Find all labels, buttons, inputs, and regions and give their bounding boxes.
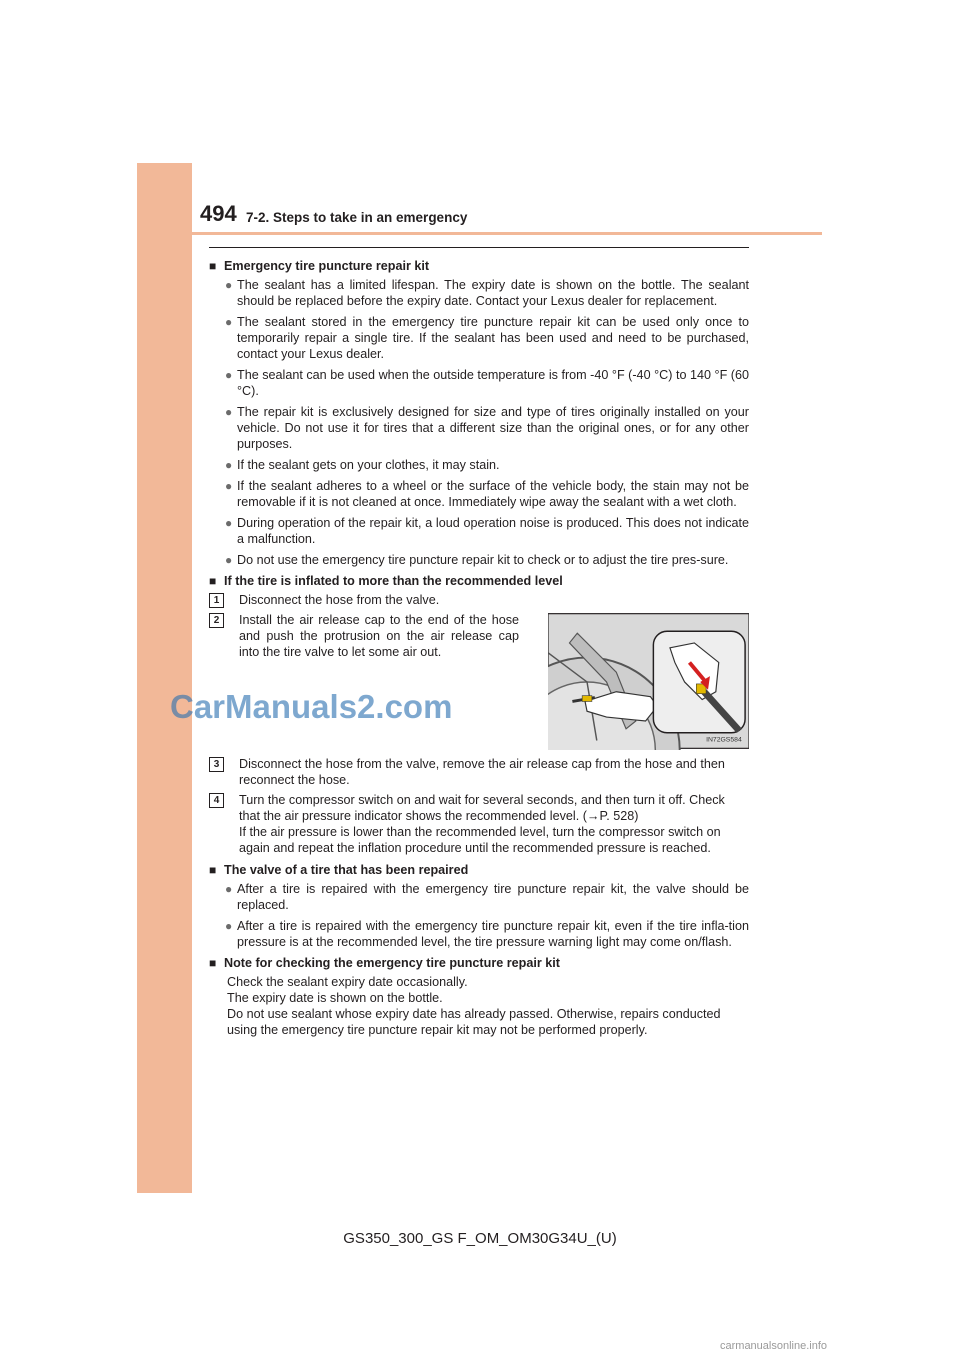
side-color-band (137, 163, 192, 1193)
block-heading-repaired-valve: ■ The valve of a tire that has been repaired (209, 863, 469, 877)
dot-bullet-icon: ● (225, 553, 233, 567)
step-number: 1 (209, 593, 224, 608)
dot-bullet-icon: ● (225, 479, 233, 493)
watermark-logo: CarManuals2.com (170, 688, 453, 725)
page-content (209, 258, 749, 1038)
step-3: 3 Disconnect the hose from the valve, remove the air release cap from the hose and then reconnect the hose. (209, 756, 749, 788)
dot-bullet-icon: ● (225, 405, 233, 419)
footer-site: carmanualsonline.info (720, 1340, 828, 1352)
air-release-figure (548, 612, 749, 750)
step-number: 2 (209, 613, 224, 628)
dot-bullet-icon: ● (225, 516, 233, 530)
step-2: 2 Install the air release cap to the end of the hose and push the protrusion on the air release cap into the tire valve to let some air out. IN72GS584 (209, 612, 749, 750)
step-1: 1 Disconnect the hose from the valve. (209, 592, 749, 608)
dot-bullet-icon: ● (225, 368, 233, 382)
bullet-item: ● During operation of the repair kit, a loud operation noise is produced. This does not indicate a malfunction. (225, 516, 749, 546)
note-line: The expiry date is shown on the bottle. (227, 991, 443, 1005)
block-heading-repair-kit: ■ Emergency tire puncture repair kit (209, 259, 430, 273)
bullet-item: ● After a tire is repaired with the emergency tire puncture repair kit, even if the tire infla-tion pressure is at the recommended level, the tire pressure warning light may come on/flash. (225, 919, 749, 949)
header-rule (192, 232, 822, 235)
note-line: Check the sealant expiry date occasionally. (227, 975, 468, 989)
bullet-item: ● The repair kit is exclusively designed for size and type of tires originally installed on your vehicle. Do not use it for tires that a different size than the original ones, or for any other purposes. (225, 405, 749, 451)
note-line: Do not use sealant whose expiry date has already passed. Otherwise, repairs conducted using the emergency tire puncture repair kit may not be performed properly. (227, 1007, 721, 1037)
footer-doc-code: GS350_300_GS F_OM_OM30G34U_(U) (343, 1230, 617, 1247)
square-bullet-icon: ■ (209, 259, 217, 273)
bullet-item: ● After a tire is repaired with the emergency tire puncture repair kit, the valve should be replaced. (225, 882, 749, 912)
dot-bullet-icon: ● (225, 919, 233, 933)
bullet-item: ● The sealant can be used when the outside temperature is from -40 °F (-40 °C) to 140 °F (60 °C). (225, 368, 749, 398)
bullet-item: ● If the sealant gets on your clothes, it may stain. (225, 458, 500, 472)
square-bullet-icon: ■ (209, 956, 217, 970)
bullet-item: ● The sealant has a limited lifespan. The expiry date is shown on the bottle. The sealant should be replaced before the expiry date. Contact your Lexus dealer for replacement. (225, 278, 749, 308)
dot-bullet-icon: ● (225, 882, 233, 896)
square-bullet-icon: ■ (209, 863, 217, 877)
dot-bullet-icon: ● (225, 458, 233, 472)
section-title: 7-2. Steps to take in an emergency (246, 210, 468, 225)
bullet-item: ● If the sealant adheres to a wheel or the surface of the vehicle body, the stain may not be removable if it is not cleaned at once. Immediately wipe away the sealant with a wet cloth. (225, 479, 749, 509)
bullet-item: ● The sealant stored in the emergency tire puncture repair kit can be used only once to temporarily repair a single tire. If the sealant has been used and need to be purchased, contact your Lexus dealer. (225, 315, 749, 361)
step-number: 3 (209, 757, 224, 772)
page-number: 494 (200, 201, 237, 226)
content-rule (209, 247, 749, 248)
figure-code: IN72GS584 (706, 736, 742, 744)
bullet-item: ● Do not use the emergency tire puncture repair kit to check or to adjust the tire pres-sure. (225, 553, 729, 567)
dot-bullet-icon: ● (225, 278, 233, 292)
step-4: 4 Turn the compressor switch on and wait for several seconds, and then turn it off. Check that the air pressure indicator shows the recommended level. (→P. 528) If the air pressure is lower than the recommended level, turn the compressor switch on again and repeat the inflation procedure until the recommended pressure is reached. (209, 792, 749, 856)
block-heading-check-kit: ■ Note for checking the emergency tire puncture repair kit (209, 956, 560, 970)
step-number: 4 (209, 793, 224, 808)
block-heading-over-inflated: ■ If the tire is inflated to more than the recommended level (209, 574, 563, 588)
dot-bullet-icon: ● (225, 315, 233, 329)
square-bullet-icon: ■ (209, 574, 217, 588)
